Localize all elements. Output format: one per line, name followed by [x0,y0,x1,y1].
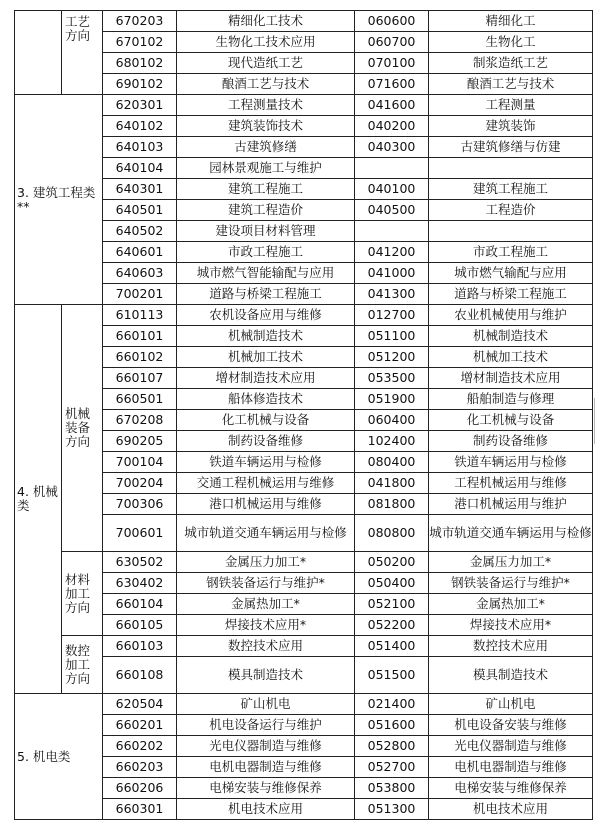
major-old: 建筑工程施工 [429,179,593,200]
category-electromech: 5. 机电类 [15,694,103,820]
major-old: 生物化工 [429,32,593,53]
major-new: 光电仪器制造与维修 [177,736,355,757]
category-cell-chemical [15,11,62,95]
major-new: 港口机械运用与维修 [177,494,355,515]
major-old: 道路与桥梁工程施工 [429,284,593,305]
table-row [15,305,593,326]
code-new: 660105 [103,615,177,636]
major-old: 增材制造技术应用 [429,368,593,389]
subcategory-mech-equipment: 机械装备方向 [62,305,103,552]
major-new: 城市燃气智能输配与应用 [177,263,355,284]
code-old: 040500 [355,200,429,221]
code-new: 690205 [103,431,177,452]
major-old [429,158,593,179]
code-old: 053800 [355,778,429,799]
code-new: 660107 [103,368,177,389]
major-new: 农机设备应用与维修 [177,305,355,326]
code-new: 660202 [103,736,177,757]
code-old: 052100 [355,594,429,615]
major-new: 机电技术应用 [177,799,355,820]
page-edge-mark [594,398,595,444]
code-old: 081800 [355,494,429,515]
table-row [15,95,593,116]
code-old [355,158,429,179]
code-new: 700601 [103,515,177,552]
major-new: 建筑工程施工 [177,179,355,200]
code-old: 051300 [355,799,429,820]
code-new: 670203 [103,11,177,32]
code-old: 070100 [355,53,429,74]
category-construction: 3. 建筑工程类** [15,95,103,305]
major-old: 市政工程施工 [429,242,593,263]
code-new: 640104 [103,158,177,179]
code-new: 660101 [103,326,177,347]
code-old: 051100 [355,326,429,347]
major-old: 钢铁装备运行与维护* [429,573,593,594]
code-old: 040300 [355,137,429,158]
code-old: 051600 [355,715,429,736]
major-new: 园林景观施工与维护 [177,158,355,179]
major-old: 化工机械与设备 [429,410,593,431]
major-old: 金属压力加工* [429,552,593,573]
major-old: 制浆造纸工艺 [429,53,593,74]
code-old: 041600 [355,95,429,116]
code-new: 640501 [103,200,177,221]
major-new: 制药设备维修 [177,431,355,452]
code-new: 700201 [103,284,177,305]
major-old: 酿酒工艺与技术 [429,74,593,95]
table-wrapper [14,10,593,820]
code-new: 640102 [103,116,177,137]
major-old [429,221,593,242]
code-new: 660103 [103,636,177,657]
major-old: 城市燃气输配与应用 [429,263,593,284]
major-old: 古建筑修缮与仿建 [429,137,593,158]
major-old: 工程测量 [429,95,593,116]
code-old: 052800 [355,736,429,757]
major-new: 数控技术应用 [177,636,355,657]
major-new: 金属热加工* [177,594,355,615]
major-new: 道路与桥梁工程施工 [177,284,355,305]
code-new: 660203 [103,757,177,778]
major-old: 城市轨道交通车辆运用与检修 [429,515,593,552]
major-new: 电机电器制造与维修 [177,757,355,778]
code-old: 050400 [355,573,429,594]
code-new: 660102 [103,347,177,368]
major-new: 生物化工技术应用 [177,32,355,53]
major-old: 数控技术应用 [429,636,593,657]
major-old: 建筑装饰 [429,116,593,137]
subcategory-cnc: 数控加工方向 [62,636,103,694]
major-old: 港口机械运用与维护 [429,494,593,515]
code-old: 060700 [355,32,429,53]
code-old: 040200 [355,116,429,137]
major-old: 工程机械运用与维修 [429,473,593,494]
major-new: 增材制造技术应用 [177,368,355,389]
category-machinery: 4. 机械类 [15,305,62,694]
major-new: 电梯安装与维修保养 [177,778,355,799]
major-new: 金属压力加工* [177,552,355,573]
major-old: 精细化工 [429,11,593,32]
major-new: 酿酒工艺与技术 [177,74,355,95]
code-old [355,221,429,242]
code-new: 630502 [103,552,177,573]
major-old: 工程造价 [429,200,593,221]
code-new: 670102 [103,32,177,53]
major-old: 铁道车辆运用与检修 [429,452,593,473]
major-new: 化工机械与设备 [177,410,355,431]
code-old: 050200 [355,552,429,573]
code-new: 700204 [103,473,177,494]
major-old: 机电技术应用 [429,799,593,820]
major-new: 船体修造技术 [177,389,355,410]
code-new: 640601 [103,242,177,263]
major-old: 制药设备维修 [429,431,593,452]
major-new: 钢铁装备运行与维护* [177,573,355,594]
code-old: 071600 [355,74,429,95]
major-old: 电梯安装与维修保养 [429,778,593,799]
major-old: 机械加工技术 [429,347,593,368]
code-old: 080800 [355,515,429,552]
code-new: 660201 [103,715,177,736]
table-row [15,636,593,657]
code-old: 040100 [355,179,429,200]
major-new: 精细化工技术 [177,11,355,32]
code-new: 620301 [103,95,177,116]
code-old: 060400 [355,410,429,431]
code-new: 660301 [103,799,177,820]
major-new: 城市轨道交通车辆运用与检修 [177,515,355,552]
major-new: 机械加工技术 [177,347,355,368]
code-new: 660108 [103,657,177,694]
code-old: 051400 [355,636,429,657]
major-new: 模具制造技术 [177,657,355,694]
major-old: 金属热加工* [429,594,593,615]
major-new: 建筑装饰技术 [177,116,355,137]
code-new: 610113 [103,305,177,326]
code-new: 660501 [103,389,177,410]
table-row [15,694,593,715]
subcategory-craft: 工艺方向 [62,11,103,95]
code-old: 051200 [355,347,429,368]
code-new: 630402 [103,573,177,594]
code-new: 700306 [103,494,177,515]
code-old: 041800 [355,473,429,494]
major-new: 交通工程机械运用与维修 [177,473,355,494]
code-old: 052200 [355,615,429,636]
code-new: 680102 [103,53,177,74]
code-old: 021400 [355,694,429,715]
major-new: 市政工程施工 [177,242,355,263]
major-new: 矿山机电 [177,694,355,715]
major-old: 模具制造技术 [429,657,593,694]
major-old: 电机电器制造与维修 [429,757,593,778]
code-old: 041000 [355,263,429,284]
major-old: 机械制造技术 [429,326,593,347]
code-old: 060600 [355,11,429,32]
major-new: 建设项目材料管理 [177,221,355,242]
code-old: 051500 [355,657,429,694]
code-old: 053500 [355,368,429,389]
code-new: 670208 [103,410,177,431]
major-old: 光电仪器制造与维修 [429,736,593,757]
code-new: 660206 [103,778,177,799]
code-new: 640103 [103,137,177,158]
code-old: 052700 [355,757,429,778]
major-old: 焊接技术应用* [429,615,593,636]
code-old: 051900 [355,389,429,410]
subcategory-material: 材料加工方向 [62,552,103,636]
major-old: 机电设备安装与维修 [429,715,593,736]
table-row [15,552,593,573]
code-new: 640502 [103,221,177,242]
major-new: 机械制造技术 [177,326,355,347]
code-old: 080400 [355,452,429,473]
table-row [15,11,593,32]
code-new: 660104 [103,594,177,615]
major-new: 机电设备运行与维护 [177,715,355,736]
major-old: 船舶制造与修理 [429,389,593,410]
code-new: 620504 [103,694,177,715]
major-new: 建筑工程造价 [177,200,355,221]
code-old: 102400 [355,431,429,452]
code-old: 041300 [355,284,429,305]
code-old: 041200 [355,242,429,263]
code-new: 640301 [103,179,177,200]
major-old: 农业机械使用与维护 [429,305,593,326]
code-new: 640603 [103,263,177,284]
major-new: 现代造纸工艺 [177,53,355,74]
code-new: 700104 [103,452,177,473]
code-old: 012700 [355,305,429,326]
major-catalog-table [14,10,593,820]
major-new: 焊接技术应用* [177,615,355,636]
major-new: 古建筑修缮 [177,137,355,158]
major-new: 铁道车辆运用与检修 [177,452,355,473]
code-new: 690102 [103,74,177,95]
major-new: 工程测量技术 [177,95,355,116]
major-old: 矿山机电 [429,694,593,715]
